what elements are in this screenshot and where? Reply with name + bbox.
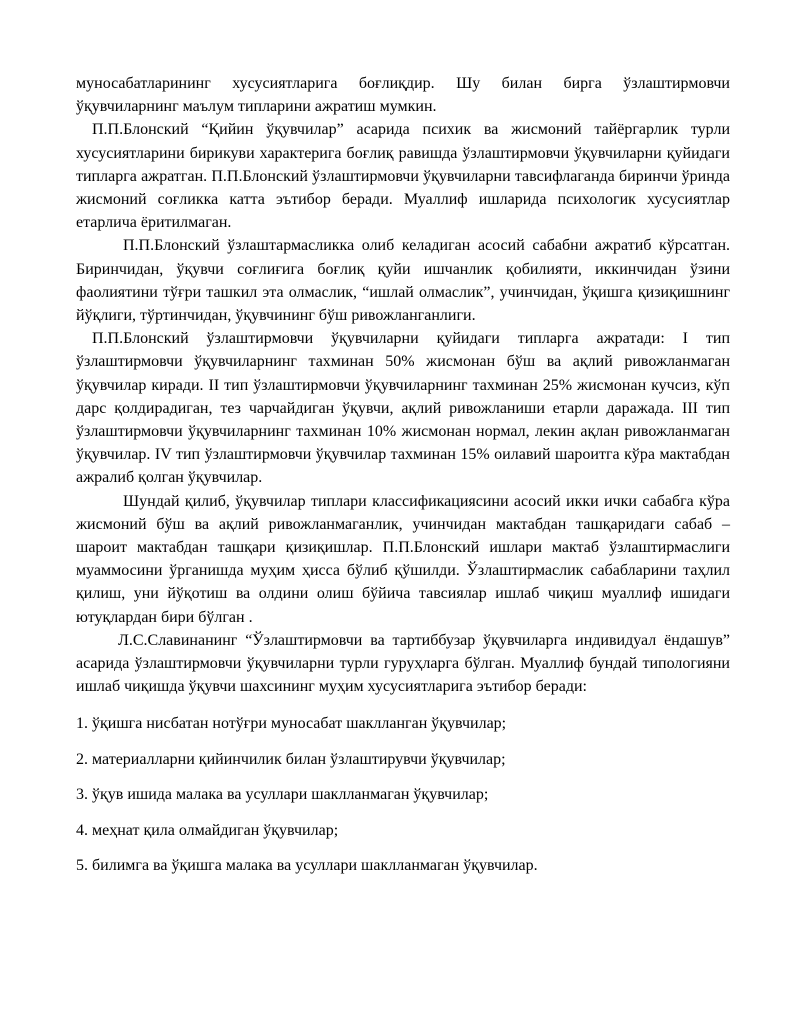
list-item: 1. ўқишга нисбатан нотўғри муносабат шаклланган ўқувчилар; [76, 715, 507, 733]
list-item: 2. материалларни қийинчилик билан ўзлаштирувчи ўқувчилар; [76, 750, 506, 768]
paragraph-continuation: муносабатларининг хусусиятларига боғлиқдир. Шу билан бирга ўзлаштирмовчи ўқувчиларнинг маълум типларини ажратиш мумкин. [76, 75, 730, 116]
paragraph-blonsky-four-types: П.П.Блонский ўзлаштирмовчи ўқувчиларни қуйидаги типларга ажратади: I тип ўзлаштирмовчи ўқувчиларнинг тахминан 50% жисмонан бўш ва ақлий ривожланмаган ўқувчилар киради. II тип ўзлаштирмовчи ўқувчиларнинг тахминан 25% жисмонан кучсиз, кўп дарс қолдирадиган, тез чарчайдиган ўқувчи, ақлий ривожланиши етарли даражада. III тип ўзлаштирмовчи ўқувчиларнинг тахминан 10% жисмонан нормал, лекин ақлан ривожланмаган ўқувчилар. IV тип ўзлаштирмовчи ўқувчилар тахминан 15% оилавий шароитга кўра мактабдан ажралиб қолган ўқувчилар. [76, 330, 730, 487]
typology-list [76, 712, 730, 877]
list-item: 5. билимга ва ўқишга малака ва усуллари шаклланмаган ўқувчилар. [76, 857, 538, 875]
list-item: 3. ўқув ишида малака ва усуллари шаклланмаган ўқувчилар; [76, 786, 489, 804]
paragraph-blonsky-types-intro: П.П.Блонский “Қийин ўқувчилар” асарида психик ва жисмоний тайёргарлик турли хусусиятларини бирикуви характерига боғлиқ равишда ўзлаштирмовчи ўқувчиларни қуйидаги типларга ажратган. П.П.Блонский ўзлаштирмовчи ўқувчиларни тавсифлаганда биринчи ўринда жисмоний соғликка катта эътибор беради. Муаллиф ишларида психологик хусусиятлар етарлича ёритилмаган. [76, 121, 730, 232]
paragraph-blonsky-causes: П.П.Блонский ўзлаштармасликка олиб келадиган асосий сабабни ажратиб кўрсатган. Биринчидан, ўқувчи соғлиғига боғлиқ қуйи ишчанлик қобилияти, иккинчидан ўзини фаолиятини тўғри ташкил эта олмаслик, “ишлай олмаслик”, учинчидан, ўқишга қизиқишнинг йўқлиги, тўртинчидан, ўқувчининг бўш ривожланганлиги. [76, 237, 730, 325]
paragraph-conclusion: Шундай қилиб, ўқувчилар типлари классификациясини асосий икки ички сабабга кўра жисмоний бўш ва ақлий ривожланмаганлик, учинчидан мактабдан ташқаридаги сабаб – шароит мактабдан ташқари қизиқишлар. П.П.Блонский ишлари мактаб ўзлаштирмаслиги муаммосини ўрганишда муҳим ҳисса бўлиб қўшилди. Ўзлаштирмаслик сабабларини таҳлил қилиш, уни йўқотиш ва олдини олиш бўйича тавсиялар ишлаб чиқиш муаллиф ишидаги ютуқлардан бири бўлган . [76, 492, 730, 626]
list-item: 4. меҳнат қила олмайдиган ўқувчилар; [76, 821, 339, 839]
paragraph-slavina: Л.С.Славинанинг “Ўзлаштирмовчи ва тартиббузар ўқувчиларга индивидуал ёндашув” асарида ўзлаштирмовчи ўқувчиларни турли гуруҳларга бўлган. Муаллиф бундай типологияни ишлаб чиқишда ўқувчи шахсининг муҳим хусусиятларига эътибор беради: [76, 631, 730, 696]
